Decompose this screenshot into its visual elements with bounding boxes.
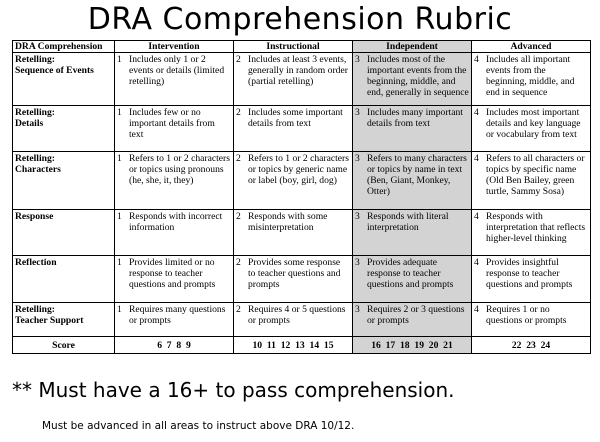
table-row — [13, 210, 591, 256]
rubric-cell — [472, 106, 591, 152]
rubric-cell — [115, 256, 234, 303]
cell-number: 1 — [117, 153, 122, 164]
rubric-cell — [353, 303, 472, 337]
page-title: DRA Comprehension Rubric — [87, 2, 513, 37]
cell-number: 2 — [236, 153, 241, 164]
rubric-cell — [353, 152, 472, 210]
cell-number: 4 — [474, 304, 479, 315]
cell-text: Requires 4 or 5 questions or prompts — [248, 304, 346, 326]
rubric-cell — [353, 210, 472, 256]
header-dra-comprehension: DRA Comprehension — [13, 41, 115, 53]
cell-number: 2 — [236, 211, 241, 222]
rubric-cell — [472, 152, 591, 210]
cell-number: 1 — [117, 211, 122, 222]
rubric-cell — [234, 53, 353, 106]
row-label — [13, 152, 115, 210]
row-label-line: Retelling: — [15, 107, 55, 118]
cell-number: 3 — [355, 107, 360, 118]
cell-number: 2 — [236, 257, 241, 268]
rubric-cell — [115, 53, 234, 106]
row-label-line: Retelling: — [15, 54, 55, 65]
score-label: Score — [13, 337, 115, 354]
rubric-cell — [115, 106, 234, 152]
row-label-line: Characters — [15, 164, 61, 175]
cell-text: Includes all important events from the beginning, middle, and end in sequence — [486, 54, 575, 98]
cell-text: Includes only 1 or 2 events or details (limited retelling) — [129, 54, 225, 87]
rubric-cell — [234, 210, 353, 256]
rubric-cell — [472, 53, 591, 106]
cell-text: Responds with some misinterpretation — [248, 211, 328, 233]
header-row — [13, 41, 591, 53]
table-row — [13, 152, 591, 210]
rubric-cell — [115, 210, 234, 256]
cell-text: Refers to many characters or topics by name in text (Ben, Giant, Monkey, Otter) — [367, 153, 467, 197]
advanced-requirement-note: Must be advanced in all areas to instruct above DRA 10/12. — [42, 420, 355, 432]
row-label-line: Teacher Support — [15, 315, 84, 326]
rubric-cell — [234, 152, 353, 210]
row-label-line: Response — [15, 211, 54, 222]
cell-text: Includes most important details and key language or vocabulary from text — [486, 107, 581, 140]
cell-number: 2 — [236, 304, 241, 315]
row-label-line: Reflection — [15, 257, 57, 268]
cell-number: 3 — [355, 257, 360, 268]
row-label — [13, 256, 115, 303]
table-row — [13, 53, 591, 106]
table-row — [13, 106, 591, 152]
rubric-cell — [234, 256, 353, 303]
cell-text: Requires many questions or prompts — [129, 304, 226, 326]
row-label — [13, 210, 115, 256]
score-intervention: 6 7 8 9 — [115, 337, 234, 354]
cell-number: 1 — [117, 257, 122, 268]
header-advanced: Advanced — [472, 41, 591, 53]
cell-text: Refers to 1 or 2 characters or topics using pronouns (he, she, it, they) — [129, 153, 230, 186]
rubric-cell — [353, 53, 472, 106]
cell-number: 3 — [355, 304, 360, 315]
cell-text: Requires 2 or 3 questions or prompts — [367, 304, 465, 326]
header-independent: Independent — [353, 41, 472, 53]
cell-text: Responds with incorrect information — [129, 211, 223, 233]
row-label — [13, 303, 115, 337]
cell-number: 3 — [355, 54, 360, 65]
rubric-cell — [353, 256, 472, 303]
rubric-cell — [234, 303, 353, 337]
cell-number: 4 — [474, 211, 479, 222]
row-label-line: Details — [15, 118, 44, 129]
cell-text: Includes some important details from text — [248, 107, 343, 129]
table-row — [13, 256, 591, 303]
cell-text: Includes most of the important events from the beginning, middle, and end, generally in sequence — [367, 54, 469, 98]
score-independent: 16 17 18 19 20 21 — [353, 337, 472, 354]
cell-number: 1 — [117, 304, 122, 315]
cell-number: 3 — [355, 211, 360, 222]
cell-text: Provides some response to teacher questions and prompts — [248, 257, 341, 290]
score-row — [13, 337, 591, 354]
rubric-cell — [472, 256, 591, 303]
cell-text: Provides limited or no response to teacher questions and prompts — [129, 257, 216, 290]
rubric-cell — [234, 106, 353, 152]
score-instructional: 10 11 12 13 14 15 — [234, 337, 353, 354]
rubric-cell — [472, 303, 591, 337]
pass-requirement-note: ** Must have a 16+ to pass comprehension. — [12, 378, 455, 402]
rubric-table — [12, 40, 591, 354]
cell-number: 4 — [474, 257, 479, 268]
cell-text: Requires 1 or no questions or prompts — [486, 304, 567, 326]
header-instructional: Instructional — [234, 41, 353, 53]
header-intervention: Intervention — [115, 41, 234, 53]
row-label — [13, 106, 115, 152]
row-label — [13, 53, 115, 106]
cell-number: 3 — [355, 153, 360, 164]
cell-number: 4 — [474, 107, 479, 118]
row-label-line: Retelling: — [15, 153, 55, 164]
table-row — [13, 303, 591, 337]
row-label-line: Retelling: — [15, 304, 55, 315]
cell-number: 2 — [236, 107, 241, 118]
cell-text: Refers to all characters or topics by specific name (Old Ben Bailey, green turtle, Sammy Sosa) — [486, 153, 585, 197]
rubric-cell — [472, 210, 591, 256]
rubric-cell — [115, 152, 234, 210]
cell-text: Responds with literal interpretation — [367, 211, 449, 233]
cell-text: Includes many important details from text — [367, 107, 463, 129]
cell-text: Provides adequate response to teacher questions and prompts — [367, 257, 454, 290]
cell-text: Responds with interpretation that reflects higher-level thinking — [486, 211, 586, 244]
cell-number: 2 — [236, 54, 241, 65]
cell-number: 1 — [117, 107, 122, 118]
cell-number: 1 — [117, 54, 122, 65]
rubric-cell — [353, 106, 472, 152]
cell-number: 4 — [474, 153, 479, 164]
cell-text: Refers to 1 or 2 characters or topics by generic name or label (boy, girl, dog) — [248, 153, 349, 186]
row-label-line: Sequence of Events — [15, 65, 94, 76]
cell-text: Includes few or no important details from text — [129, 107, 215, 140]
cell-text: Provides insightful response to teacher questions and prompts — [486, 257, 573, 290]
rubric-cell — [115, 303, 234, 337]
cell-number: 4 — [474, 54, 479, 65]
score-advanced: 22 23 24 — [472, 337, 591, 354]
cell-text: Includes at least 3 events, generally in random order (partial retelling) — [248, 54, 348, 87]
